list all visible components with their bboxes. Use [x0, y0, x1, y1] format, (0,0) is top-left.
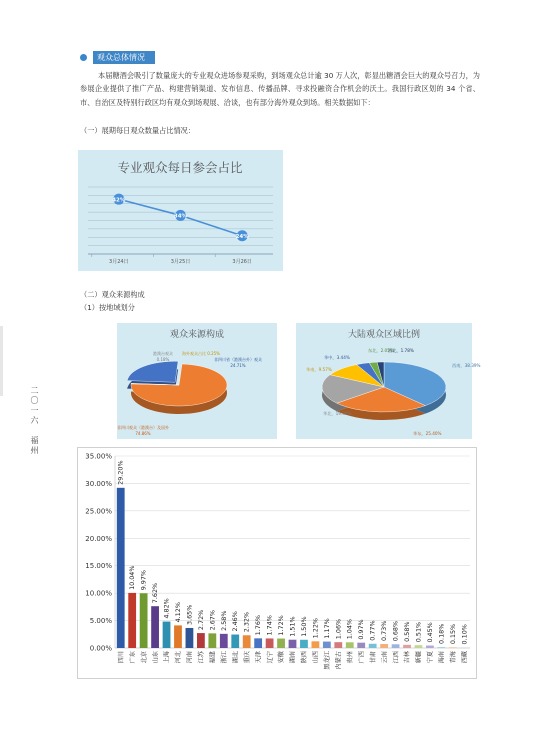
x-tick-label: 河南 [186, 651, 194, 664]
x-tick-label: 安徽 [278, 651, 286, 664]
chart-title: 大陆观众区域比例 [347, 330, 421, 340]
bar [117, 488, 125, 648]
data-label: 7.62% [151, 582, 160, 604]
data-label: 0.15% [448, 623, 457, 645]
y-tick-label: 15.00% [85, 562, 112, 571]
bar [208, 633, 216, 648]
x-tick-label: 内蒙古 [335, 651, 343, 670]
data-label: 9.97% [139, 569, 148, 591]
x-tick-label: 福建 [209, 651, 217, 664]
bar [437, 647, 445, 648]
section-title: 观众总体情况 [93, 51, 155, 64]
bar [266, 638, 274, 648]
x-tick-label: 辽宁 [266, 651, 274, 664]
data-label: 24% [235, 233, 249, 240]
daily-attendance-chart [78, 150, 283, 271]
x-tick-label: 河北 [175, 651, 183, 664]
data-label: 1.76% [254, 615, 263, 636]
x-tick-label: 甘肃 [369, 651, 377, 664]
slice-label: 74.86% [135, 431, 151, 436]
subheading-source: （二）观众来源构成 [80, 290, 145, 299]
bar [300, 640, 308, 648]
bar [357, 643, 365, 648]
bar [426, 646, 434, 648]
pie-chart-source-svg [117, 323, 277, 439]
data-label: 29.20% [116, 460, 125, 485]
bullet-dot-icon [80, 54, 87, 61]
data-label: 0.45% [425, 622, 434, 643]
data-label: 2.32% [242, 611, 251, 633]
y-tick-label: 5.00% [89, 617, 112, 626]
chart-title: 专业观众每日参会占比 [117, 160, 243, 175]
x-tick-label: 宁夏 [427, 651, 435, 664]
data-label: 2.67% [208, 610, 217, 631]
x-tick-label: 天津 [255, 651, 263, 664]
x-tick-label: 重庆 [243, 651, 251, 664]
slice-label: 24.71% [230, 363, 246, 368]
x-tick-label: 湖南 [289, 651, 297, 664]
x-tick-label: 广西 [358, 651, 366, 664]
data-label: 1.51% [288, 616, 297, 637]
x-tick-label: 山西 [312, 651, 320, 664]
x-tick-label: 上海 [163, 651, 171, 664]
slice-label: 东北，2.05% [368, 348, 394, 353]
slice-label: 非四川观众（港澳台）及国外 [117, 425, 169, 430]
x-tick-label: 北京 [140, 651, 148, 664]
chart-title: 观众来源构成 [169, 330, 225, 340]
line-chart-svg [78, 150, 283, 271]
bar [174, 625, 182, 648]
bar [128, 593, 136, 648]
x-tick-label: 广东 [129, 651, 137, 664]
slice-label: 非四川省（港澳台外）观众 [214, 357, 262, 362]
y-tick-label: 10.00% [85, 589, 112, 598]
bar [334, 642, 342, 648]
data-label: 0.18% [437, 623, 446, 645]
bar [151, 606, 159, 648]
x-tick-label: 黑龙江 [324, 651, 332, 670]
x-tick-label: 江苏 [198, 651, 206, 664]
x-tick-label: 青海 [450, 651, 458, 664]
bar [323, 642, 331, 648]
data-label: 3.65% [185, 604, 194, 625]
y-tick-label: 20.00% [85, 534, 112, 543]
bar [231, 635, 239, 648]
slice-label: 华北，19.38% [323, 411, 352, 416]
bar [289, 640, 297, 648]
data-label: 2.58% [219, 610, 228, 631]
data-label: 1.74% [265, 615, 274, 636]
slice-label: 华东，25.40% [413, 431, 442, 436]
x-tick-label: 贵州 [346, 651, 354, 664]
margin-tab [0, 326, 3, 396]
slice-label: 港澳台观众 [153, 351, 173, 356]
x-tick-label: 海南 [438, 651, 446, 664]
bar [140, 593, 148, 648]
data-label: 1.72% [277, 615, 286, 636]
data-label: 0.10% [460, 624, 469, 645]
bar [369, 644, 377, 648]
pie-chart-region-svg [296, 323, 481, 439]
x-tick-label: 3月24日 [109, 259, 129, 265]
data-label: 0.97% [357, 619, 366, 640]
data-label: 4.82% [162, 598, 171, 619]
intro-paragraph: 本届糖酒会吸引了数量庞大的专业观众进场参观采购，到场观众总计逾 30 万人次，彰显出糖酒会巨大的观众号召力，为参展企业提供了推广产品、构建营销渠道、发布信息、传播品牌、寻求投融资合作机会的沃土。我国行政区划的 34 个省、市、自治区及特别行政区均有观众到场观展、洽谈，也有部分海外观众到场。相关数据如下： [80, 71, 480, 107]
bar [460, 647, 468, 648]
slice-label: 西北，1.78% [388, 348, 414, 353]
slice-label: 0.18% [156, 357, 170, 362]
slice-label: 华中，3.44% [324, 355, 350, 360]
bar [415, 645, 423, 648]
bar [243, 635, 251, 648]
data-label: 1.04% [345, 618, 354, 640]
data-label: 0.73% [380, 620, 389, 641]
y-tick-label: 0.00% [89, 644, 112, 653]
data-label: 0.51% [414, 621, 423, 643]
data-label: 1.22% [311, 617, 320, 639]
bar [277, 639, 285, 648]
subheading-region: （1）按地域划分 [80, 303, 135, 312]
x-tick-label: 新疆 [415, 651, 423, 664]
data-label: 0.77% [368, 620, 377, 641]
data-label: 0.68% [391, 620, 400, 642]
y-tick-label: 25.00% [85, 507, 112, 516]
x-tick-label: 吉林 [404, 651, 412, 664]
bar [220, 634, 228, 648]
section-header [80, 51, 155, 64]
x-tick-label: 江西 [392, 651, 400, 664]
x-tick-label: 云南 [381, 651, 389, 664]
pie-slice [127, 361, 178, 382]
x-tick-label: 陕西 [301, 651, 309, 664]
province-bar-chart [77, 447, 477, 679]
x-tick-label: 湖北 [232, 651, 240, 664]
x-tick-label: 山东 [152, 651, 160, 664]
bar [163, 622, 171, 648]
bar [197, 633, 205, 648]
bar [186, 628, 194, 648]
bar [254, 638, 262, 648]
data-label: 34% [173, 213, 188, 220]
data-label: 4.12% [173, 602, 182, 623]
bar [392, 644, 400, 648]
data-label: 0.58% [403, 621, 412, 642]
x-tick-label: 四川 [117, 651, 125, 664]
mainland-region-chart [296, 323, 481, 439]
bar [346, 642, 354, 648]
data-label: 1.50% [299, 616, 308, 637]
data-label: 2.46% [231, 611, 240, 632]
bar [312, 641, 320, 648]
x-tick-label: 3月26日 [232, 259, 252, 265]
bar-chart-svg [78, 448, 476, 678]
data-label: 42% [112, 197, 126, 204]
bar [403, 645, 411, 648]
x-tick-label: 西藏 [461, 651, 469, 664]
bar [380, 644, 388, 648]
slice-label: 海外观众占比 0.25% [182, 351, 220, 356]
slice-label: 西南，38.39% [452, 363, 481, 368]
data-label: 10.04% [128, 565, 137, 590]
y-tick-label: 35.00% [85, 452, 112, 461]
x-tick-label: 3月25日 [170, 259, 191, 265]
y-tick-label: 30.00% [85, 479, 112, 488]
bar [449, 647, 457, 648]
page-side-caption: 二〇一六 福州 [30, 386, 39, 456]
data-label: 2.72% [196, 609, 205, 631]
data-label: 1.06% [334, 618, 343, 640]
slice-label: 华南，9.57% [306, 367, 332, 372]
subheading-daily: （一）展期每日观众数量占比情况： [80, 126, 196, 135]
data-label: 1.17% [322, 618, 331, 639]
x-tick-label: 浙江 [220, 651, 228, 664]
audience-source-chart [117, 323, 277, 439]
